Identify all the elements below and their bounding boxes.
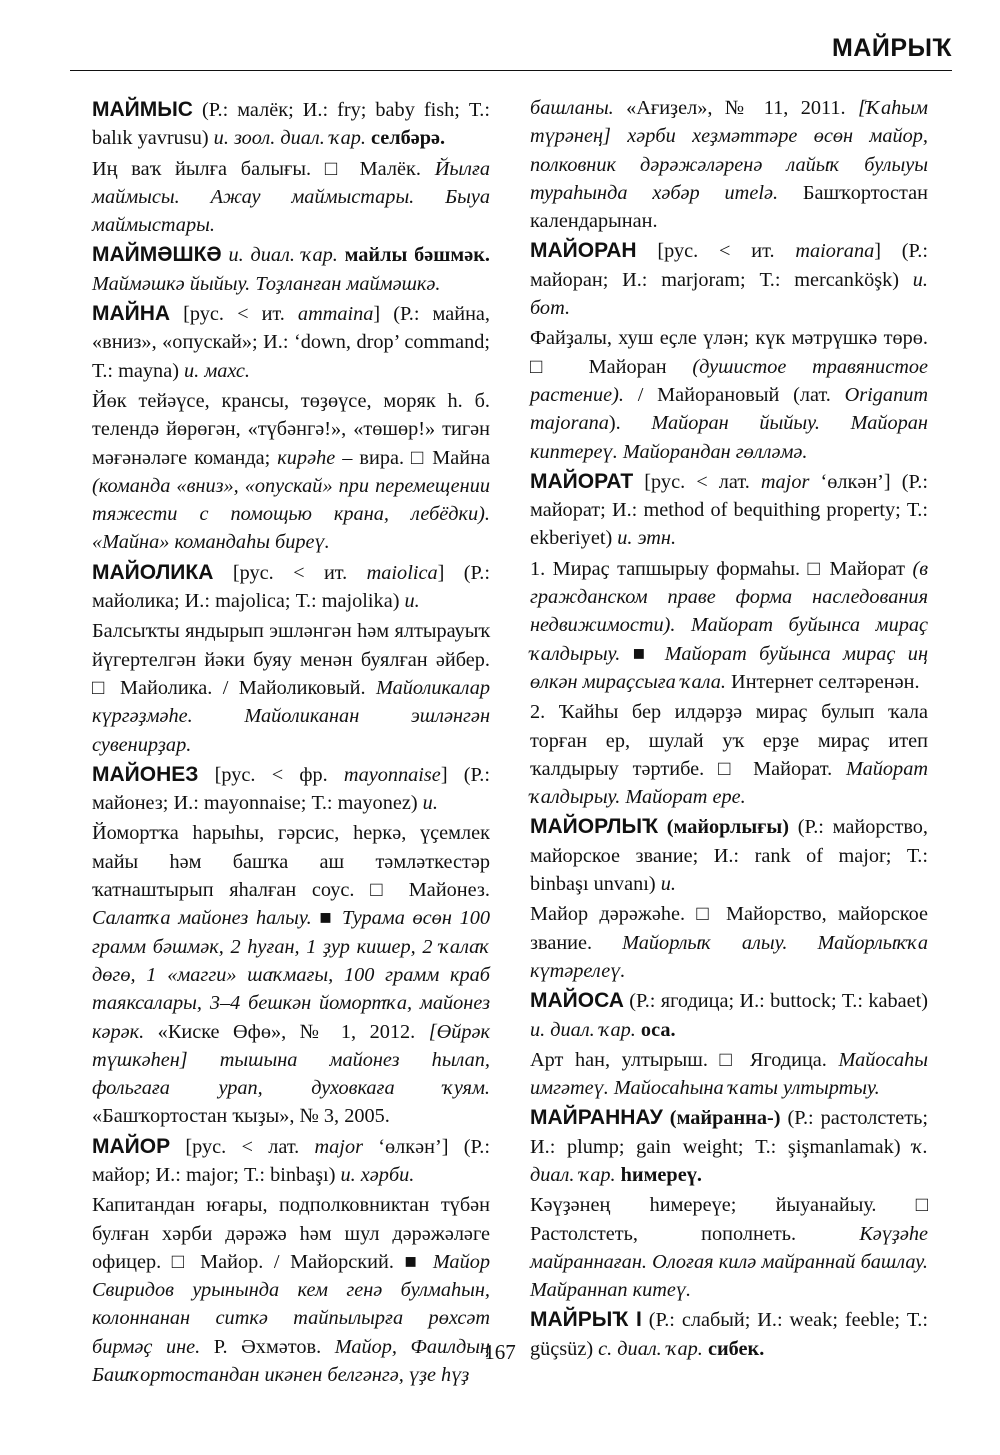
headword: МАЙОР — [92, 1134, 171, 1158]
text-run: Майор, Фаилдың Башҡортостандан икәнен белгәнгә, үҙе һүҙ — [92, 1335, 490, 1387]
text-run: Origanum majorana — [530, 383, 928, 435]
text-run: «Башҡортостан ҡыҙы», № 3, 2005. — [92, 1105, 390, 1128]
dictionary-entry — [530, 1104, 928, 1189]
entry-paragraph — [92, 819, 490, 1130]
text-run: [рус. < фр. — [198, 763, 344, 786]
dictionary-entry — [92, 96, 490, 153]
text-run: 1. Мираҫ тапшырыу формаһы. □ Майорат — [530, 557, 913, 580]
text-run: Йөк тейәүсе, крансы, төҙөүсе, моряк һ. б. телендә йөрөгән, «түбәнгә!», «төшөр!» тигән мәғәнәләге команда; — [92, 389, 490, 469]
text-run: һимереү. — [615, 1163, 702, 1186]
page-header — [70, 30, 952, 71]
entry-paragraph — [92, 155, 490, 240]
dictionary-entry — [530, 237, 928, 322]
text-run: ). — [608, 412, 652, 435]
text-run: оса. — [635, 1018, 676, 1041]
text-run: Маймәшкә йыйыу. Тоҙланған маймәшкә. — [92, 272, 441, 295]
dictionary-entry — [530, 468, 928, 553]
text-run: Йомортҡа һарыһы, гәрсис, һеркә, үҫемлек майы һәм башҡа аш тәмләткестәр ҡатнаштырып яһалған соус. □ Майонез. — [92, 822, 490, 902]
text-run: – вира. □ Майна — [335, 446, 490, 469]
text-run: [рус. < лат. — [170, 1135, 315, 1158]
entry-paragraph — [530, 900, 928, 985]
text-run: и. махс. — [184, 359, 250, 382]
text-run: [рус. < лат. — [633, 470, 761, 493]
right-column — [530, 94, 928, 1365]
text-run: (майранна-) — [662, 1107, 781, 1130]
entry-paragraph — [530, 1046, 928, 1103]
text-run: ] (Р.: майоран; И.: marjoram; Т.: mercanköşk) — [530, 240, 928, 291]
running-head: МАЙРЫҠ — [831, 34, 952, 62]
entry-paragraph — [530, 698, 928, 811]
text-run: ‘өлкән’] (Р.: майорат; И.: method of bequithing property; Т.: ekberiyet) — [530, 470, 928, 550]
dictionary-entry — [92, 559, 490, 616]
text-run: maiorana — [795, 240, 875, 263]
text-run: и. диал. ҡар. — [221, 244, 338, 267]
text-run: [Ҡаһым түрәнең] хәрби хеҙмәттәре өсөн майор, полковник дәрәжәләренә лайыҡ булыуы тураһында хәбәр итеlә. — [530, 97, 928, 204]
headword: МАЙМӘШКӘ — [92, 243, 222, 267]
dictionary-entry — [92, 300, 490, 385]
left-column — [92, 94, 490, 1391]
text-run: Файҙалы, хуш еҫле үлән; күк мәтрүшкә төрө. □ Майоран — [530, 327, 928, 378]
entry-paragraph — [530, 324, 928, 465]
text-run: (Р.: ягодица; И.: buttock; Т.: kabaet) — [623, 990, 928, 1013]
text-run: ammaina — [297, 303, 374, 326]
text-run: кирәһе — [277, 446, 336, 469]
headword: МАЙРАННАУ — [530, 1106, 663, 1130]
text-run: ■ — [620, 642, 665, 665]
headword: МАЙОСА — [530, 989, 624, 1013]
text-run: и. — [404, 590, 420, 613]
text-run: Майорлыҡ алыу. Майорлыҡҡа күтәрелеү. — [530, 931, 928, 982]
text-run: ] (Р.: майолика; И.: majolica; Т.: majolika) — [92, 561, 490, 613]
text-run: ] (Р.: майна, «вниз», «опускай»; И.: ‘down, drop’ command; Т.: mayna) — [92, 303, 490, 382]
text-run: Иң ваҡ йылға балығы. □ Малёк. — [92, 157, 435, 180]
text-run: Майорат буйынса мираҫ иң өлкән мираҫсыға ҡала. — [530, 642, 928, 693]
text-run: селбәрә. — [365, 127, 446, 150]
text-run: и. бот. — [530, 268, 928, 320]
text-run: Турама өсөн 100 грамм бәшмәк, 2 һуған, 1 ҙур кишер, 2 ҡалаҡ дөгө, 1 «магги» шаҡмағы, 100 грамм краб таяксалары, 3–4 бешкән йомортҡа, майонез кәрәк. — [92, 907, 490, 1043]
page-number: 167 — [484, 1340, 516, 1364]
text-run: major — [314, 1135, 363, 1158]
text-run: maiolica — [366, 561, 438, 584]
text-run: и. зоол. диал. ҡар. — [213, 127, 366, 150]
text-run: [рус. < ит. — [636, 240, 796, 263]
text-run: Майор дәрәжәһе. □ Майорство, майорское звание. — [530, 903, 928, 954]
entry-paragraph — [530, 555, 928, 696]
text-run: ‘өлкән’] (Р.: майор; И.: major; Т.: binbaşı) — [92, 1135, 490, 1186]
text-run: и. этн. — [617, 527, 677, 550]
text-run: ■ — [311, 907, 342, 930]
text-run: Р. Әхмәтов. — [200, 1335, 335, 1358]
text-run: Майоран йыйыу. Майоран киптереү. Майорандан гөлләмә. — [530, 412, 928, 463]
entry-paragraph — [530, 1191, 928, 1304]
text-run: Майорат ҡалдырыу. Майорат ере. — [530, 757, 928, 809]
entry-paragraph — [92, 387, 490, 557]
text-run: Майоликалар күргәҙмәһе. Майоликанан эшләнгән сувенирҙар. — [92, 676, 490, 756]
text-run: (в гражданском праве форма наследования недвижимости). Майорат буйынса мираҫ ҡалдырыу. — [530, 557, 928, 665]
text-run: «Ағиҙел», № 11, 2011. — [613, 97, 858, 119]
text-run: (Р.: слабый; И.: weak; feeble; Т.: güçsüz) — [530, 1309, 928, 1360]
text-run: Майосаһы имгәтеү. Майосаһына ҡаты ултыртыу. — [530, 1048, 928, 1100]
text-run: Башҡортостан календарынан. — [530, 181, 928, 233]
text-run: Йылға маймысы. Ажау маймыстары. Быуа маймыстары. — [92, 157, 490, 237]
text-run: [Өйрәк түшкәһен] тышына майонез һылап, фольгаға урап, духовкаға ҡуям. — [92, 1020, 490, 1100]
text-run: (команда «вниз», «опускай» при перемещении тяжести с помощью крана, лебёдки). «Майна» командаһы биреү. — [92, 474, 490, 554]
text-run: / Майорановый (лат. — [623, 383, 845, 406]
headword: МАЙОРАН — [530, 239, 637, 263]
text-run: Интернет селтәренән. — [725, 670, 920, 693]
headword: МАЙМЫС — [92, 98, 193, 121]
headword: МАЙОНЕЗ — [92, 762, 199, 786]
text-run: (душистое травянистое растение). — [530, 355, 928, 406]
text-run: 2. Ҡайһы бер илдәрҙә мираҫ булып ҡала торған ер, шулай уҡ ерҙе мираҫ итеп ҡалдырыу тәртибе. □ Майорат. — [530, 701, 928, 780]
text-run: майлы бәшмәк. — [337, 244, 490, 267]
text-run: сибек. — [702, 1337, 765, 1360]
text-run: и. хәрби. — [340, 1163, 415, 1186]
text-run: Кәүҙәнең һимереүе; йыуанайыу. □ Растолстеть, пополнеть. — [530, 1194, 928, 1245]
dictionary-entry — [530, 813, 928, 898]
text-run: и. — [422, 792, 438, 815]
entry-paragraph — [530, 94, 928, 235]
entry-paragraph — [92, 617, 490, 758]
dictionary-entry — [530, 987, 928, 1044]
dictionary-entry — [92, 761, 490, 818]
text-run: mayonnaise — [343, 763, 441, 786]
text-run: Майор Свиридов урынында кем генә булмаһын, колоннанан ситкә тайпылырға рөхсәт бирмәҫ ине. — [92, 1250, 490, 1358]
text-run: (майорлығы) — [658, 816, 789, 839]
dictionary-entry — [92, 241, 490, 298]
headword: МАЙОРАТ — [530, 469, 634, 493]
headword: МАЙОЛИКА — [92, 560, 214, 584]
text-run: с. диал. ҡар. — [598, 1337, 703, 1360]
text-run: «Киске Өфө», № 1, 2012. — [144, 1020, 429, 1043]
text-run: Балсыҡты яндырып эшләнгән һәм ялтырауыҡ йүгертелгән йәки буяу менән буялған әйбер. □ Майолика. / Майоликовый. — [92, 620, 490, 699]
headword: МАЙРЫҠ I — [530, 1308, 642, 1332]
text-run: и. диал. ҡар. — [530, 1018, 636, 1041]
text-run: (Р.: малёк; И.: fry; baby fish; Т.: balık yavrusu) — [92, 99, 490, 150]
text-run: Салатҡа майонез һалыу. — [92, 907, 312, 930]
text-run: (Р.: майорство, майорское звание; И.: rank of major; Т.: binbaşı unvanı) — [530, 816, 928, 896]
text-run: Капитандан юғары, подполковниктан түбән булған хәрби дәрәжә һәм шул дәрәжәләге офицер. □ Майор. / Майорский. ■ — [92, 1194, 490, 1273]
text-run: Кәүҙәһе майраннаған. Олоғая килә майраннай башлау. Майраннап китеү. — [530, 1222, 928, 1302]
text-run: [рус. < ит. — [213, 561, 367, 584]
text-run: Арт һан, ултырыш. □ Ягодица. — [530, 1048, 839, 1071]
text-run: ] (Р.: майонез; И.: mayonnaise; Т.: mayonez) — [92, 763, 490, 815]
headword: МАЙНА — [92, 302, 171, 326]
text-run: ҡ. диал. ҡар. — [530, 1135, 928, 1186]
text-run: [рус. < ит. — [170, 303, 298, 326]
dictionary-entry — [92, 1133, 490, 1190]
text-run: major — [760, 470, 810, 493]
headword: МАЙОРЛЫҠ — [530, 815, 659, 839]
text-run: (Р.: растолстеть; И.: plump; gain weight; Т.: şişmanlamak) — [530, 1107, 928, 1158]
text-run: башланы. — [530, 97, 614, 119]
text-run: и. — [660, 873, 676, 896]
